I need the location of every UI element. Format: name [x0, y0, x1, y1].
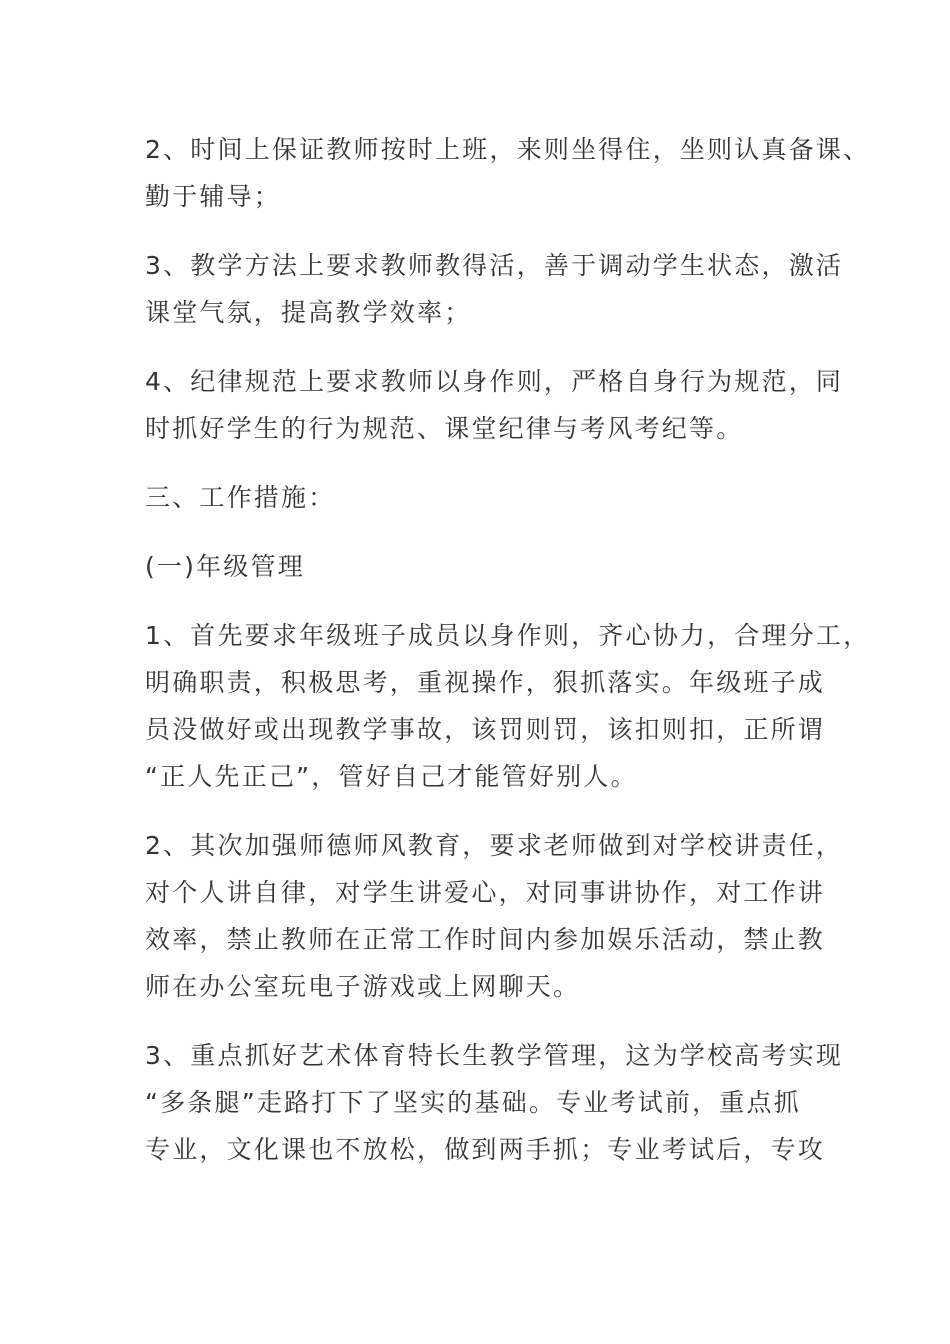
text-line: 3、教学方法上要求教师教得活，善于调动学生状态，激活 [145, 251, 844, 280]
paragraph-arts-sports-students [145, 1032, 844, 1173]
text-line: “正人先正己”，管好自己才能管好别人。 [145, 762, 638, 791]
text-line: 员没做好或出现教学事故，该罚则罚，该扣则扣，正所谓 [145, 715, 826, 744]
subsection-heading-grade-management [145, 543, 825, 590]
document-body [145, 126, 871, 1195]
text-line: 明确职责，积极思考，重视操作，狠抓落实。年级班子成 [145, 668, 826, 697]
text-line: 4、纪律规范上要求教师以身作则，严格自身行为规范，同 [145, 367, 844, 396]
text-line: 对个人讲自律，对学生讲爱心，对同事讲协作，对工作讲 [145, 878, 826, 907]
text-line: 专业，文化课也不放松，做到两手抓；专业考试后，专攻 [145, 1135, 826, 1164]
text-line: 2、其次加强师德师风教育，要求老师做到对学校讲责任， [145, 831, 844, 860]
text-line: 课堂气氛，提高教学效率； [145, 298, 472, 327]
paragraph-teaching-method [145, 242, 844, 336]
text-line: 师在办公室玩电子游戏或上网聊天。 [145, 972, 581, 1001]
text-line: 勤于辅导； [145, 182, 282, 211]
text-line: 时抓好学生的行为规范、课堂纪律与考风考纪等。 [145, 414, 744, 443]
text-line: “多条腿”走路打下了坚实的基础。专业考试前，重点抓 [145, 1088, 801, 1117]
heading-line: 三、工作措施： [145, 483, 336, 512]
section-heading-work-measures [145, 474, 825, 521]
paragraph-leadership-example [145, 612, 871, 800]
text-line: 2、时间上保证教师按时上班，来则坐得住，坐则认真备课、 [145, 135, 871, 164]
text-line: 1、首先要求年级班子成员以身作则，齐心协力，合理分工， [145, 621, 871, 650]
text-line: 效率，禁止教师在正常工作时间内参加娱乐活动，禁止教 [145, 925, 826, 954]
text-line: 3、重点抓好艺术体育特长生教学管理，这为学校高考实现 [145, 1041, 844, 1070]
heading-line: (一)年级管理 [145, 552, 305, 581]
paragraph-discipline [145, 358, 844, 452]
paragraph-teacher-ethics [145, 822, 844, 1010]
paragraph-time-requirement [145, 126, 871, 220]
